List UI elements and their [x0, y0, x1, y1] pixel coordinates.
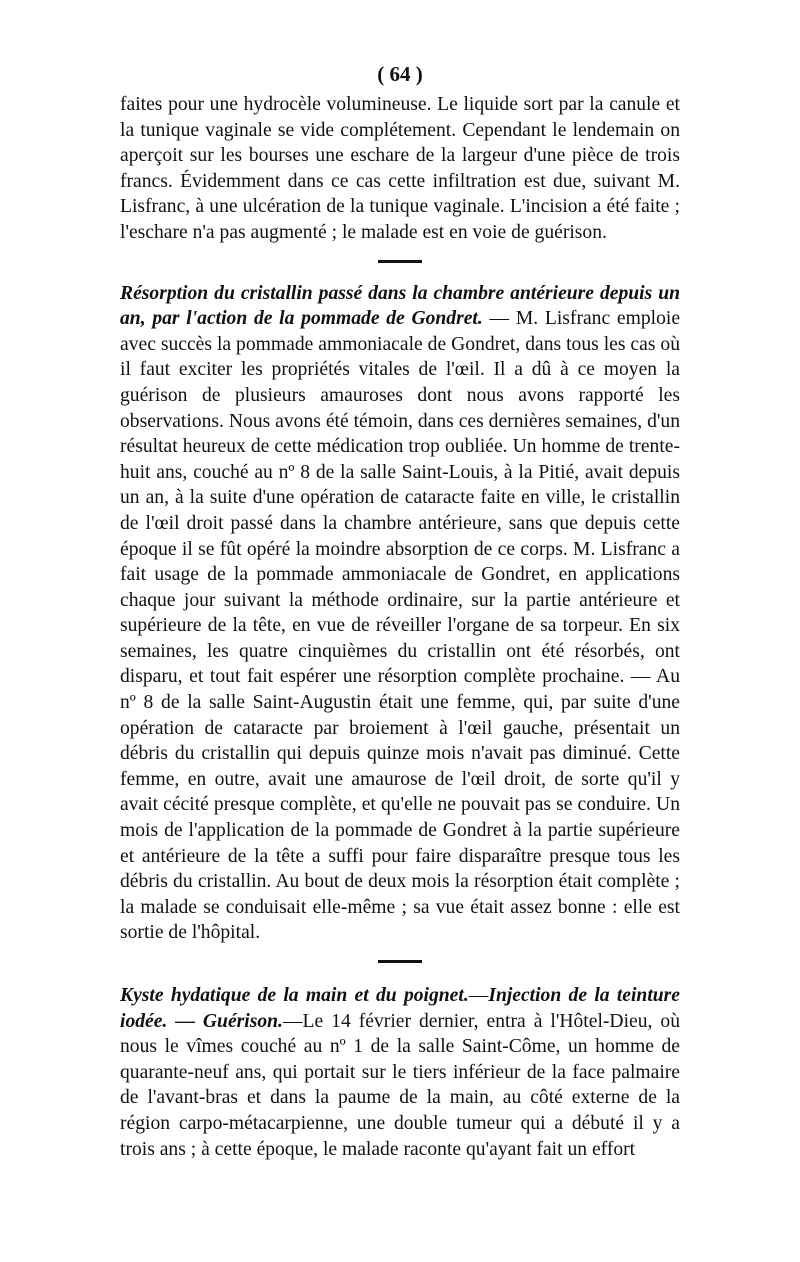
subtitle-separator: —	[282, 1010, 303, 1032]
text-column	[120, 92, 680, 1162]
section-divider	[378, 960, 422, 963]
paragraph-body: faites pour une hydrocèle volumineuse. Le liquide sort par la canule et la tunique vaginale se vide complétement. Cependant le lendemain on aperçoit sur les bourses une eschare de la largeur d'une pièce de trois francs. Évidemment dans ce cas cette infiltration est due, suivant M. Lisfranc, à une ulcération de la tunique vaginale. L'incision a été faite ; l'eschare n'a pas augmenté ; le malade est en voie de guérison.	[120, 94, 680, 243]
paragraph-kyste	[120, 983, 680, 1162]
title-separator: —	[482, 308, 516, 330]
section-title: Kyste hydatique de la main et du poignet.	[120, 985, 469, 1006]
title-separator: —	[468, 985, 489, 1006]
paragraph-body: Le 14 février dernier, entra à l'Hôtel-Dieu, où nous le vîmes couché au nº 1 de la salle Saint-Côme, un homme de quarante-neuf ans, qui portait sur le tiers inférieur de la face palmaire de l'avant-bras et dans la paume de la main, au côté externe de la région carpo-métacarpienne, une double tumeur qui a débuté il y a trois ans ; à cette époque, le malade raconte qu'ayant fait un effort	[120, 1010, 680, 1160]
section-subtitle: Injection de la teinture iodée. — Guérison.	[120, 985, 680, 1032]
paragraph-body: M. Lisfranc emploie avec succès la pommade ammoniacale de Gondret, dans tous les cas où il faut exciter les propriétés vitales de l'œil. Il a dû à ce moyen la guérison de plusieurs amauroses dont nous avons rapporté les observations. Nous avons été témoin, dans ces dernières semaines, d'un résultat heureux de cette médication trop oubliée. Un homme de trente-huit ans, couché au nº 8 de la salle Saint-Louis, à la Pitié, avait depuis un an, à la suite d'une opération de cataracte faite en ville, le cristallin de l'œil droit passé dans la chambre antérieure, sans que depuis cette époque il se fût opéré la moindre absorption de ce corps. M. Lisfranc a fait usage de la pommade ammoniacale de Gondret, en applications chaque jour suivant la méthode ordinaire, sur la partie antérieure et supérieure de la tête, en vue de réveiller l'organe de sa torpeur. En six semaines, les quatre cinquièmes du cristallin ont été résorbés, ont disparu, et tout fait espérer une résorption complète prochaine. — Au nº 8 de la salle Saint-Augustin était une femme, qui, par suite d'une opération de cataracte par broiement à l'œil gauche, présentait un débris du cristallin qui depuis quinze mois n'avait pas diminué. Cette femme, en outre, avait une amaurose de l'œil droit, de sorte qu'il y avait cécité presque complète, et qu'elle ne pouvait pas se conduire. Un mois de l'application de la pommade de Gondret à la partie supérieure et antérieure de la tête a suffi pour faire disparaître presque tous les débris du cristallin. Au bout de deux mois la résorption était complète ; la malade se conduisait elle-même ; sa vue était assez bonne : elle est sortie de l'hôpital.	[120, 308, 681, 944]
section-divider	[378, 260, 422, 263]
page-number: ( 64 )	[377, 62, 423, 86]
paragraph-cristallin	[120, 281, 680, 946]
section-title: Résorption du cristallin passé dans la chambre antérieure depuis un an, par l'action de la pommade de Gondret.	[120, 282, 680, 330]
paragraph-continuation	[120, 92, 680, 246]
